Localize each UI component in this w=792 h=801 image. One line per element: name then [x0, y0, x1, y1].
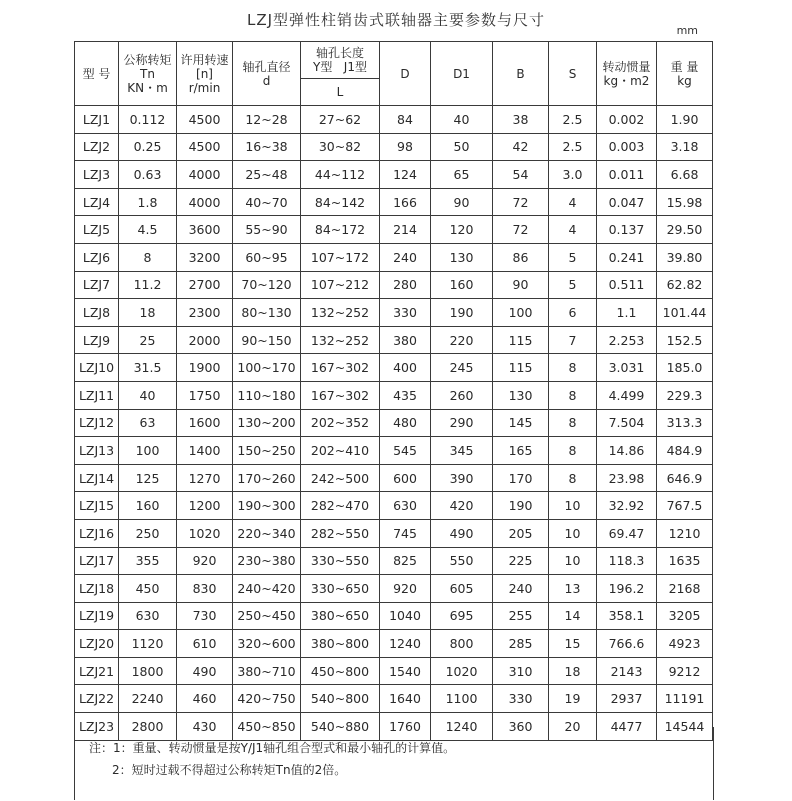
header-torque: 公称转矩 Tn KN・m: [119, 42, 177, 106]
table-row: [75, 657, 713, 685]
cell-B: 54: [493, 161, 549, 189]
cell-inertia: 32.92: [597, 492, 657, 520]
cell-B: 38: [493, 106, 549, 134]
cell-bore: 420~750: [233, 685, 301, 713]
table-row: [75, 188, 713, 216]
cell-D1: 550: [431, 547, 493, 575]
cell-torque: 2240: [119, 685, 177, 713]
cell-D: 214: [380, 216, 431, 244]
cell-model: LZJ23: [75, 713, 119, 741]
cell-B: 170: [493, 464, 549, 492]
cell-model: LZJ9: [75, 326, 119, 354]
header-B: B: [493, 42, 549, 106]
cell-bore: 220~340: [233, 519, 301, 547]
cell-S: 8: [549, 409, 597, 437]
cell-bore: 100~170: [233, 354, 301, 382]
cell-B: 240: [493, 575, 549, 603]
header-weight: 重 量 kg: [657, 42, 713, 106]
cell-inertia: 7.504: [597, 409, 657, 437]
cell-B: 255: [493, 602, 549, 630]
cell-length: 27~62: [301, 106, 380, 134]
table-row: [75, 602, 713, 630]
cell-model: LZJ18: [75, 575, 119, 603]
cell-weight: 9212: [657, 657, 713, 685]
cell-B: 285: [493, 630, 549, 658]
cell-torque: 1800: [119, 657, 177, 685]
cell-D1: 65: [431, 161, 493, 189]
cell-D: 98: [380, 133, 431, 161]
cell-S: 8: [549, 354, 597, 382]
cell-speed: 1900: [177, 354, 233, 382]
cell-length: 380~650: [301, 602, 380, 630]
cell-S: 18: [549, 657, 597, 685]
cell-length: 132~252: [301, 326, 380, 354]
cell-model: LZJ19: [75, 602, 119, 630]
cell-bore: 380~710: [233, 657, 301, 685]
cell-model: LZJ13: [75, 437, 119, 465]
cell-S: 2.5: [549, 133, 597, 161]
table-row: [75, 243, 713, 271]
table-row: [75, 326, 713, 354]
cell-length: 380~800: [301, 630, 380, 658]
cell-bore: 25~48: [233, 161, 301, 189]
cell-weight: 229.3: [657, 381, 713, 409]
cell-B: 165: [493, 437, 549, 465]
cell-D1: 40: [431, 106, 493, 134]
cell-length: 132~252: [301, 299, 380, 327]
cell-weight: 4923: [657, 630, 713, 658]
cell-S: 19: [549, 685, 597, 713]
cell-torque: 160: [119, 492, 177, 520]
cell-length: 202~410: [301, 437, 380, 465]
cell-model: LZJ15: [75, 492, 119, 520]
cell-D: 1640: [380, 685, 431, 713]
table-row: [75, 630, 713, 658]
notes-section: [74, 727, 714, 800]
cell-inertia: 3.031: [597, 354, 657, 382]
cell-B: 310: [493, 657, 549, 685]
table-row: [75, 547, 713, 575]
cell-weight: 6.68: [657, 161, 713, 189]
cell-model: LZJ11: [75, 381, 119, 409]
cell-length: 84~172: [301, 216, 380, 244]
cell-S: 20: [549, 713, 597, 741]
cell-D1: 1240: [431, 713, 493, 741]
cell-D1: 90: [431, 188, 493, 216]
cell-torque: 0.63: [119, 161, 177, 189]
table-row: [75, 575, 713, 603]
cell-D: 630: [380, 492, 431, 520]
cell-model: LZJ17: [75, 547, 119, 575]
cell-torque: 0.112: [119, 106, 177, 134]
table-row: [75, 271, 713, 299]
table-row: [75, 161, 713, 189]
cell-D1: 345: [431, 437, 493, 465]
cell-bore: 80~130: [233, 299, 301, 327]
cell-D: 1240: [380, 630, 431, 658]
cell-inertia: 0.047: [597, 188, 657, 216]
cell-weight: 1.90: [657, 106, 713, 134]
cell-speed: 1600: [177, 409, 233, 437]
table-row: [75, 519, 713, 547]
header-speed: 许用转速 [n] r/min: [177, 42, 233, 106]
cell-weight: 29.50: [657, 216, 713, 244]
cell-weight: 185.0: [657, 354, 713, 382]
note-1: 注：1：重量、转动惯量是按Y/J1轴孔组合型式和最小轴孔的计算值。: [89, 741, 456, 755]
cell-bore: 230~380: [233, 547, 301, 575]
cell-speed: 1020: [177, 519, 233, 547]
cell-torque: 63: [119, 409, 177, 437]
cell-D1: 260: [431, 381, 493, 409]
cell-bore: 110~180: [233, 381, 301, 409]
cell-D1: 695: [431, 602, 493, 630]
cell-torque: 1120: [119, 630, 177, 658]
cell-length: 282~470: [301, 492, 380, 520]
cell-torque: 1.8: [119, 188, 177, 216]
cell-speed: 460: [177, 685, 233, 713]
header-D1: D1: [431, 42, 493, 106]
cell-inertia: 69.47: [597, 519, 657, 547]
cell-model: LZJ3: [75, 161, 119, 189]
cell-inertia: 4.499: [597, 381, 657, 409]
cell-model: LZJ22: [75, 685, 119, 713]
cell-B: 72: [493, 216, 549, 244]
cell-weight: 152.5: [657, 326, 713, 354]
cell-torque: 100: [119, 437, 177, 465]
cell-inertia: 0.002: [597, 106, 657, 134]
cell-torque: 8: [119, 243, 177, 271]
cell-D: 745: [380, 519, 431, 547]
cell-D1: 220: [431, 326, 493, 354]
cell-B: 90: [493, 271, 549, 299]
parameter-table: [74, 41, 713, 741]
table-row: [75, 354, 713, 382]
cell-D: 166: [380, 188, 431, 216]
table-row: [75, 409, 713, 437]
cell-inertia: 4477: [597, 713, 657, 741]
cell-torque: 250: [119, 519, 177, 547]
cell-D: 124: [380, 161, 431, 189]
cell-model: LZJ20: [75, 630, 119, 658]
note-2: 2：短时过载不得超过公称转矩Tn值的2倍。: [112, 763, 347, 777]
cell-bore: 16~38: [233, 133, 301, 161]
cell-inertia: 23.98: [597, 464, 657, 492]
cell-D1: 245: [431, 354, 493, 382]
cell-torque: 630: [119, 602, 177, 630]
cell-weight: 1210: [657, 519, 713, 547]
cell-length: 540~880: [301, 713, 380, 741]
cell-speed: 830: [177, 575, 233, 603]
cell-length: 30~82: [301, 133, 380, 161]
cell-speed: 2000: [177, 326, 233, 354]
cell-S: 4: [549, 216, 597, 244]
cell-length: 282~550: [301, 519, 380, 547]
cell-B: 86: [493, 243, 549, 271]
cell-length: 202~352: [301, 409, 380, 437]
cell-torque: 125: [119, 464, 177, 492]
header-length: 轴孔长度 Y型 J1型: [301, 42, 380, 79]
cell-model: LZJ16: [75, 519, 119, 547]
cell-B: 42: [493, 133, 549, 161]
cell-length: 242~500: [301, 464, 380, 492]
cell-S: 3.0: [549, 161, 597, 189]
cell-bore: 150~250: [233, 437, 301, 465]
cell-inertia: 2937: [597, 685, 657, 713]
cell-S: 8: [549, 464, 597, 492]
cell-D: 1760: [380, 713, 431, 741]
cell-S: 6: [549, 299, 597, 327]
cell-weight: 15.98: [657, 188, 713, 216]
cell-D1: 1100: [431, 685, 493, 713]
cell-weight: 767.5: [657, 492, 713, 520]
cell-length: 44~112: [301, 161, 380, 189]
cell-inertia: 14.86: [597, 437, 657, 465]
cell-speed: 730: [177, 602, 233, 630]
header-D: D: [380, 42, 431, 106]
cell-torque: 40: [119, 381, 177, 409]
cell-inertia: 118.3: [597, 547, 657, 575]
cell-D: 480: [380, 409, 431, 437]
cell-inertia: 0.003: [597, 133, 657, 161]
cell-D: 84: [380, 106, 431, 134]
cell-S: 8: [549, 437, 597, 465]
cell-model: LZJ4: [75, 188, 119, 216]
header-model: 型 号: [75, 42, 119, 106]
cell-B: 145: [493, 409, 549, 437]
cell-model: LZJ2: [75, 133, 119, 161]
cell-D: 400: [380, 354, 431, 382]
cell-S: 7: [549, 326, 597, 354]
cell-S: 10: [549, 519, 597, 547]
cell-S: 8: [549, 381, 597, 409]
cell-bore: 190~300: [233, 492, 301, 520]
cell-D: 380: [380, 326, 431, 354]
cell-B: 115: [493, 326, 549, 354]
cell-model: LZJ21: [75, 657, 119, 685]
cell-speed: 4000: [177, 188, 233, 216]
cell-model: LZJ6: [75, 243, 119, 271]
cell-torque: 4.5: [119, 216, 177, 244]
cell-bore: 240~420: [233, 575, 301, 603]
cell-inertia: 2.253: [597, 326, 657, 354]
cell-B: 115: [493, 354, 549, 382]
header-length-l: L: [301, 79, 380, 106]
cell-bore: 450~850: [233, 713, 301, 741]
cell-inertia: 196.2: [597, 575, 657, 603]
table-row: [75, 381, 713, 409]
cell-length: 84~142: [301, 188, 380, 216]
cell-S: 5: [549, 271, 597, 299]
cell-B: 205: [493, 519, 549, 547]
table-body: [75, 106, 713, 741]
cell-D1: 490: [431, 519, 493, 547]
cell-speed: 1400: [177, 437, 233, 465]
cell-speed: 1270: [177, 464, 233, 492]
cell-speed: 920: [177, 547, 233, 575]
cell-model: LZJ12: [75, 409, 119, 437]
cell-speed: 4500: [177, 133, 233, 161]
cell-length: 167~302: [301, 354, 380, 382]
cell-length: 107~212: [301, 271, 380, 299]
cell-speed: 2700: [177, 271, 233, 299]
cell-D: 330: [380, 299, 431, 327]
cell-model: LZJ8: [75, 299, 119, 327]
cell-D: 435: [380, 381, 431, 409]
cell-D1: 130: [431, 243, 493, 271]
header-S: S: [549, 42, 597, 106]
cell-S: 10: [549, 492, 597, 520]
page-title: LZJ型弹性柱销齿式联轴器主要参数与尺寸: [246, 11, 546, 29]
header-inertia: 转动惯量 kg・m2: [597, 42, 657, 106]
header-row: [75, 42, 713, 79]
cell-S: 2.5: [549, 106, 597, 134]
cell-length: 167~302: [301, 381, 380, 409]
cell-length: 540~800: [301, 685, 380, 713]
cell-bore: 60~95: [233, 243, 301, 271]
cell-D: 825: [380, 547, 431, 575]
table-row: [75, 464, 713, 492]
cell-D1: 1020: [431, 657, 493, 685]
cell-bore: 40~70: [233, 188, 301, 216]
cell-D: 1040: [380, 602, 431, 630]
table-row: [75, 299, 713, 327]
cell-weight: 484.9: [657, 437, 713, 465]
cell-D1: 420: [431, 492, 493, 520]
cell-S: 5: [549, 243, 597, 271]
cell-S: 14: [549, 602, 597, 630]
cell-inertia: 0.011: [597, 161, 657, 189]
cell-torque: 11.2: [119, 271, 177, 299]
cell-bore: 250~450: [233, 602, 301, 630]
table-row: [75, 133, 713, 161]
cell-inertia: 1.1: [597, 299, 657, 327]
cell-inertia: 2143: [597, 657, 657, 685]
cell-inertia: 0.241: [597, 243, 657, 271]
cell-D1: 605: [431, 575, 493, 603]
table-row: [75, 685, 713, 713]
cell-model: LZJ5: [75, 216, 119, 244]
cell-speed: 1200: [177, 492, 233, 520]
cell-speed: 3200: [177, 243, 233, 271]
cell-length: 107~172: [301, 243, 380, 271]
cell-S: 10: [549, 547, 597, 575]
cell-bore: 55~90: [233, 216, 301, 244]
cell-B: 100: [493, 299, 549, 327]
cell-bore: 170~260: [233, 464, 301, 492]
cell-model: LZJ10: [75, 354, 119, 382]
cell-speed: 2300: [177, 299, 233, 327]
cell-speed: 4500: [177, 106, 233, 134]
cell-B: 72: [493, 188, 549, 216]
header-bore: 轴孔直径 d: [233, 42, 301, 106]
cell-torque: 18: [119, 299, 177, 327]
table-row: [75, 437, 713, 465]
cell-weight: 1635: [657, 547, 713, 575]
cell-torque: 2800: [119, 713, 177, 741]
cell-bore: 320~600: [233, 630, 301, 658]
cell-bore: 90~150: [233, 326, 301, 354]
table-row: [75, 106, 713, 134]
cell-weight: 646.9: [657, 464, 713, 492]
cell-model: LZJ1: [75, 106, 119, 134]
cell-weight: 2168: [657, 575, 713, 603]
cell-D: 1540: [380, 657, 431, 685]
cell-B: 130: [493, 381, 549, 409]
cell-D1: 160: [431, 271, 493, 299]
cell-B: 190: [493, 492, 549, 520]
cell-torque: 25: [119, 326, 177, 354]
cell-D: 920: [380, 575, 431, 603]
cell-weight: 14544: [657, 713, 713, 741]
cell-weight: 3.18: [657, 133, 713, 161]
cell-D: 280: [380, 271, 431, 299]
cell-D1: 120: [431, 216, 493, 244]
cell-speed: 490: [177, 657, 233, 685]
cell-torque: 0.25: [119, 133, 177, 161]
cell-torque: 450: [119, 575, 177, 603]
cell-D: 545: [380, 437, 431, 465]
cell-weight: 62.82: [657, 271, 713, 299]
table-row: [75, 492, 713, 520]
cell-bore: 70~120: [233, 271, 301, 299]
cell-weight: 101.44: [657, 299, 713, 327]
cell-speed: 3600: [177, 216, 233, 244]
cell-weight: 11191: [657, 685, 713, 713]
cell-weight: 39.80: [657, 243, 713, 271]
cell-length: 450~800: [301, 657, 380, 685]
cell-D1: 190: [431, 299, 493, 327]
cell-inertia: 0.137: [597, 216, 657, 244]
cell-weight: 3205: [657, 602, 713, 630]
cell-D1: 50: [431, 133, 493, 161]
cell-torque: 355: [119, 547, 177, 575]
cell-speed: 610: [177, 630, 233, 658]
cell-S: 13: [549, 575, 597, 603]
cell-B: 330: [493, 685, 549, 713]
unit-label: mm: [676, 24, 698, 37]
cell-bore: 12~28: [233, 106, 301, 134]
cell-D1: 390: [431, 464, 493, 492]
cell-B: 360: [493, 713, 549, 741]
cell-speed: 430: [177, 713, 233, 741]
cell-length: 330~550: [301, 547, 380, 575]
cell-bore: 130~200: [233, 409, 301, 437]
cell-D1: 800: [431, 630, 493, 658]
table-row: [75, 216, 713, 244]
cell-inertia: 358.1: [597, 602, 657, 630]
cell-length: 330~650: [301, 575, 380, 603]
cell-inertia: 766.6: [597, 630, 657, 658]
cell-torque: 31.5: [119, 354, 177, 382]
cell-D1: 290: [431, 409, 493, 437]
cell-S: 4: [549, 188, 597, 216]
cell-D: 600: [380, 464, 431, 492]
cell-B: 225: [493, 547, 549, 575]
cell-S: 15: [549, 630, 597, 658]
cell-model: LZJ7: [75, 271, 119, 299]
cell-inertia: 0.511: [597, 271, 657, 299]
cell-speed: 4000: [177, 161, 233, 189]
cell-weight: 313.3: [657, 409, 713, 437]
cell-D: 240: [380, 243, 431, 271]
cell-model: LZJ14: [75, 464, 119, 492]
cell-speed: 1750: [177, 381, 233, 409]
